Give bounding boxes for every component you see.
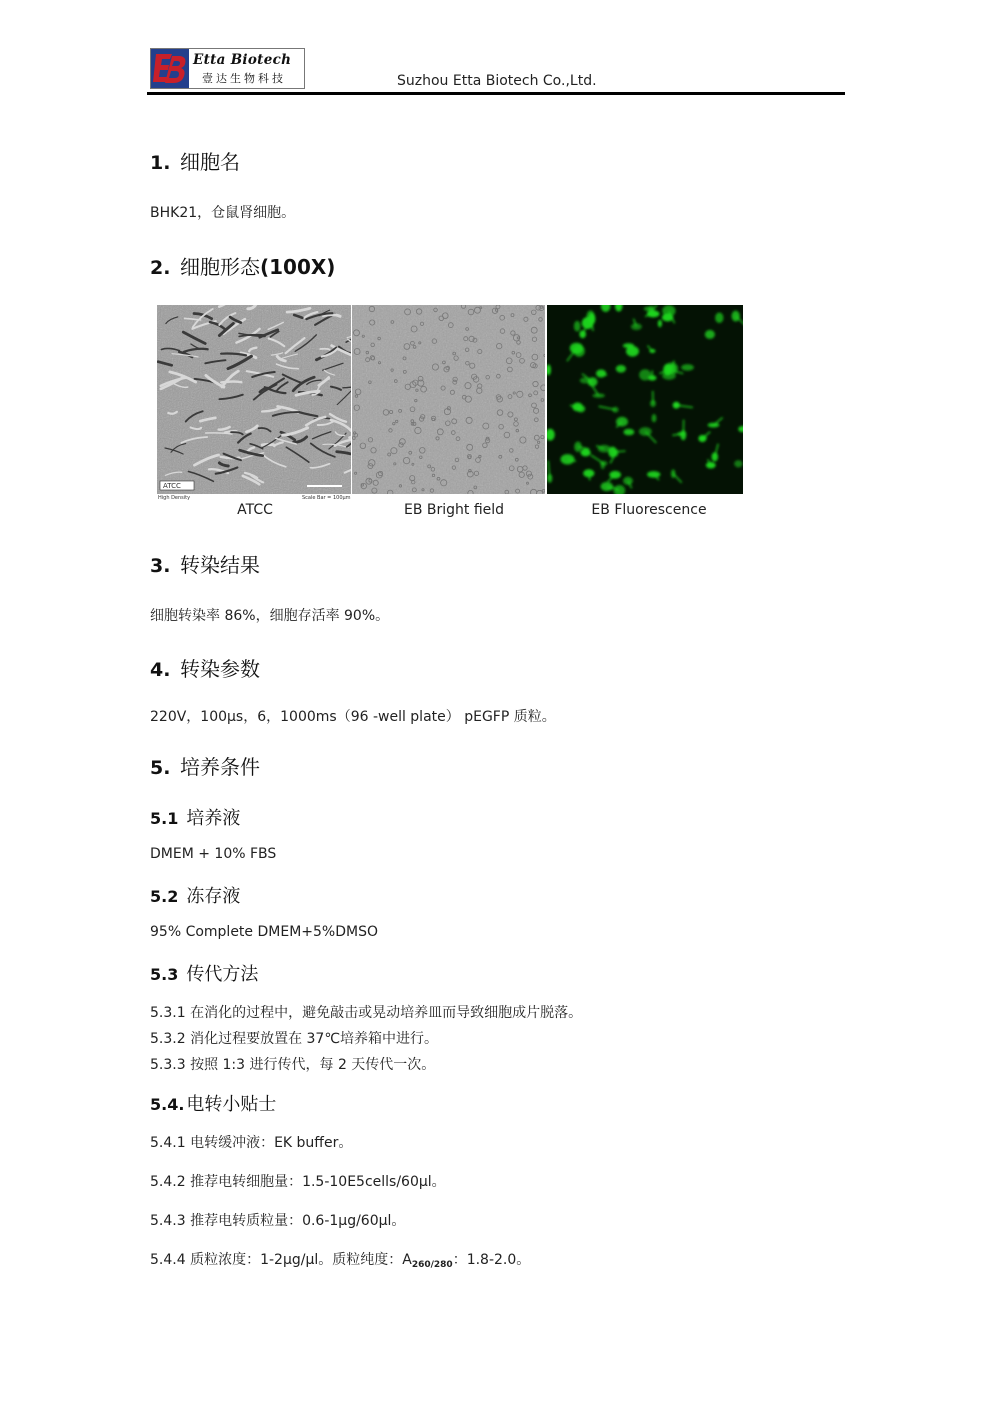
section-number: 3. xyxy=(150,555,171,577)
subsection-number: 5.1 xyxy=(150,809,179,828)
passage-step-2: 5.3.2 消化过程要放置在 37℃培养箱中进行。 xyxy=(150,1031,439,1047)
cell-name-text: BHK21，仓鼠肾细胞。 xyxy=(150,205,296,221)
section-4-heading xyxy=(150,653,260,682)
subsection-title: 电转小贴士 xyxy=(186,1094,277,1115)
company-name: Suzhou Etta Biotech Co.,Ltd. xyxy=(397,73,597,89)
tip-plasmid-amount: 5.4.3 推荐电转质粒量：0.6-1μg/60μl。 xyxy=(150,1213,406,1229)
section-number: 4. xyxy=(150,659,171,681)
image-sublabel-density: High Density xyxy=(158,495,191,501)
passage-step-3: 5.3.3 按照 1:3 进行传代，每 2 天传代一次。 xyxy=(150,1057,436,1073)
section-title: 培养条件 xyxy=(180,755,260,779)
section-number: 1. xyxy=(150,152,171,174)
section-title: 转染结果 xyxy=(180,553,260,577)
absorbance-ratio-subscript: 260/280 xyxy=(411,1260,453,1270)
tip-plasmid-quality xyxy=(150,1249,530,1270)
culture-medium-text: DMEM + 10% FBS xyxy=(150,846,277,862)
logo-name-cn: 壹达生物科技 xyxy=(202,72,286,85)
tip-cell-amount: 5.4.2 推荐电转细胞量：1.5-10E5cells/60μl。 xyxy=(150,1174,446,1190)
section-2-heading xyxy=(150,251,335,280)
section-3-heading xyxy=(150,549,260,578)
atcc-morphology-image xyxy=(157,305,351,494)
fluorescence-image xyxy=(547,305,743,494)
image-caption-atcc: ATCC xyxy=(237,502,273,518)
subsection-number: 5.3 xyxy=(150,965,179,984)
tip-plasmid-quality-prefix: 5.4.4 质粒浓度：1-2μg/μl。质粒纯度：A xyxy=(150,1252,412,1268)
subsection-title: 培养液 xyxy=(186,808,241,829)
image-sublabel-scale: Scale Bar = 100μm xyxy=(302,495,351,501)
subsection-5-1-heading xyxy=(150,804,240,830)
subsection-number: 5.2 xyxy=(150,887,179,906)
transfection-parameters-text: 220V，100μs，6，1000ms（96 -well plate） pEGFP 质粒。 xyxy=(150,709,556,725)
transfection-result-text: 细胞转染率 86%，细胞存活率 90%。 xyxy=(150,608,390,624)
image-caption-fluorescence: EB Fluorescence xyxy=(591,502,707,518)
logo-name-en: Etta Biotech xyxy=(193,52,292,68)
section-number: 5. xyxy=(150,757,171,779)
freezing-medium-text: 95% Complete DMEM+5%DMSO xyxy=(150,924,378,940)
section-title: 转染参数 xyxy=(180,657,260,681)
subsection-number: 5.4. xyxy=(150,1095,185,1114)
subsection-5-3-heading xyxy=(150,960,258,986)
section-number: 2. xyxy=(150,257,171,279)
section-title: 细胞名 xyxy=(180,150,240,174)
subsection-5-4-heading xyxy=(150,1090,276,1116)
atcc-watermark: ATCC xyxy=(163,482,181,490)
image-caption-bright-field: EB Bright field xyxy=(403,502,505,518)
passage-step-1: 5.3.1 在消化的过程中，避免敲击或晃动培养皿而导致细胞成片脱落。 xyxy=(150,1005,583,1021)
subsection-5-2-heading xyxy=(150,882,240,908)
section-title: 细胞形态 xyxy=(180,255,260,279)
header-divider xyxy=(147,92,845,95)
bright-field-image xyxy=(352,305,545,494)
subsection-title: 传代方法 xyxy=(186,964,259,985)
tip-plasmid-quality-suffix: ：1.8-2.0。 xyxy=(452,1252,531,1268)
subsection-title: 冻存液 xyxy=(186,886,241,907)
section-title-magnification: (100X) xyxy=(260,255,336,279)
tip-buffer: 5.4.1 电转缓冲液：EK buffer。 xyxy=(150,1135,353,1151)
section-1-heading xyxy=(150,146,240,175)
section-5-heading xyxy=(150,751,260,780)
